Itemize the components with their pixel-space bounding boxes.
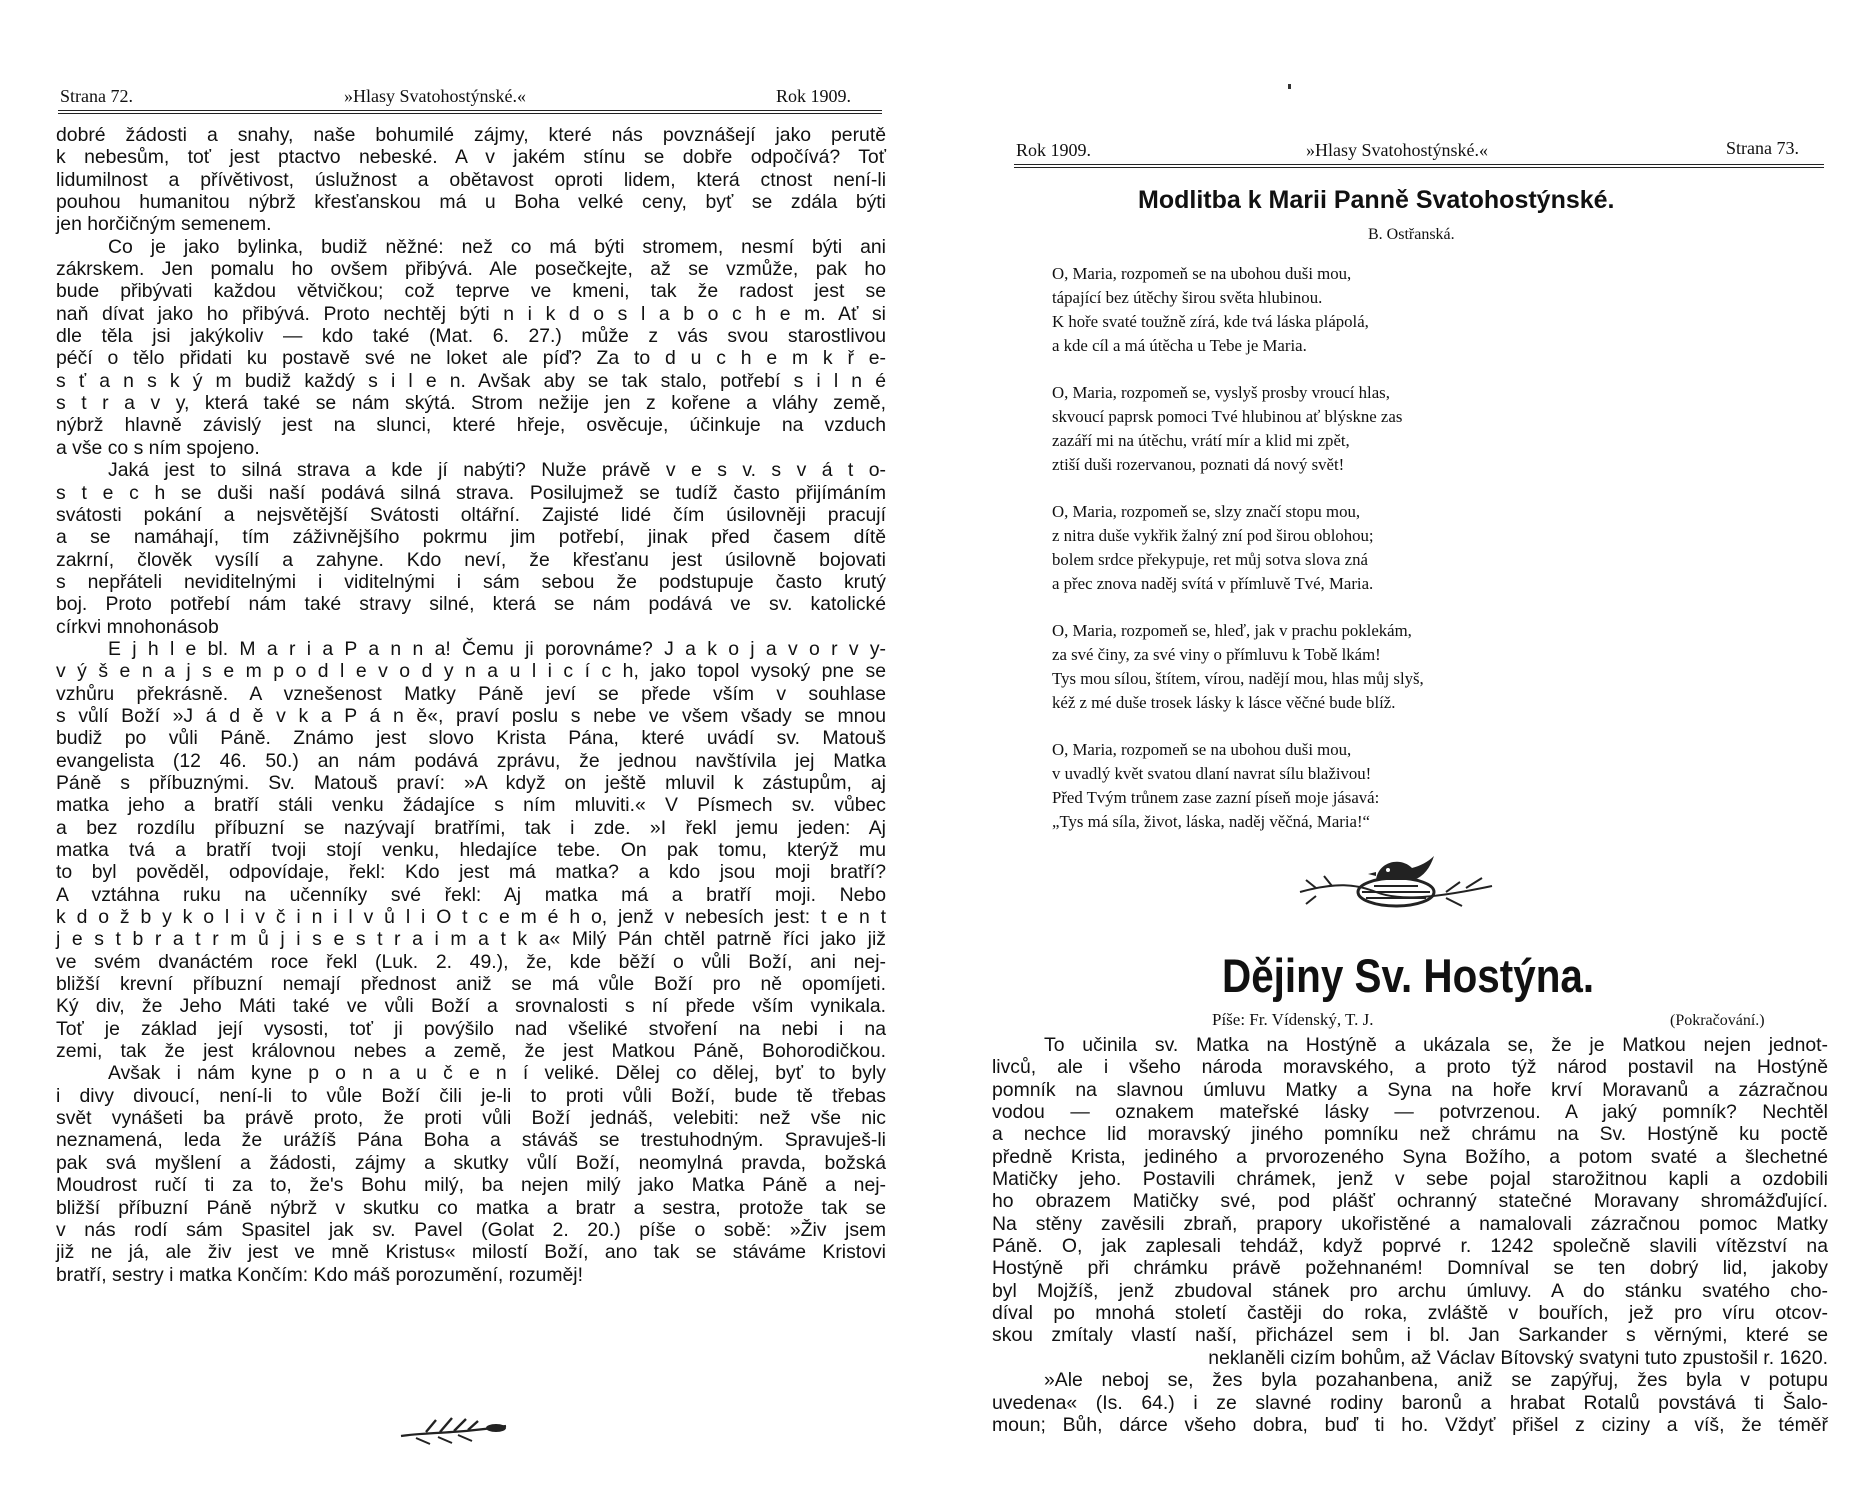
text-line: s t r a v y, která také se nám skýtá. Strom nežije jen z kořene a vláhy země, (56, 392, 886, 415)
text-line: Páně. O, jak zaplesali tehdáž, když poprvé r. 1242 společně slavili vítězství na (992, 1235, 1828, 1258)
text-line: evangelista (12 46. 50.) an nám podává zprávu, že jednou navštívila jej Matka (56, 749, 886, 772)
text-line: matka jeho a bratří stáli venku žádajíce s ním mluviti.« V Písmech sv. vůbec (56, 794, 886, 817)
right-page (928, 0, 1856, 1500)
text-line: Avšak i nám kyne p o n a u č e n í veliké. Dělej co dělej, byť to byly (108, 1062, 886, 1085)
poem-line: „Tys má síla, život, láska, naděj věčná, Maria!“ (1052, 812, 1371, 831)
poem-line: a přec znova naděj svítá v přímluvě Tvé, Maria. (1052, 574, 1374, 593)
poem-line: O, Maria, rozpomeň se, slzy značí stopu mou, (1052, 502, 1361, 521)
poem-stanza (1052, 262, 1369, 358)
text-line: a se namáhají, tím záživnějšího pokrmu jim potřebí, jinak před časem dítě (56, 526, 886, 549)
text-line: v nás rodí sám Spasitel jak sv. Pavel (Golat 2. 20.) píše o sobě: »Živ jsem (56, 1218, 886, 1241)
text-line: bratří, sestry i matka Končím: Kdo máš porozumění, rozuměj! (56, 1263, 583, 1286)
text-line: ho obrazem Matičky své, pod plášť ochranný statečné Moravany shromážďující. (992, 1190, 1828, 1213)
article-continuation (56, 124, 886, 1286)
text-line: Na stěny zavěsili zbraň, prapory ukořistěné a namalovali zázračnou pomoc Matky (992, 1212, 1828, 1235)
poem-stanza (1052, 619, 1424, 715)
text-line: naň dívat jako ho přibývá. Proto nechtěj býti n i k d o s l a b o c h e m. Ať si (56, 302, 886, 325)
text-line: k nebesům, toť jest ptactvo nebeské. A v jakém stínu se dobře odpočívá? Toť (56, 146, 886, 169)
text-line: církvi mnohonásob (56, 615, 219, 638)
poem-title: Modlitba k Marii Panně Svatohostýnské. (1138, 186, 1615, 214)
text-line: a vše co s ním spojeno. (56, 436, 260, 459)
poem-line: O, Maria, rozpomeň se na ubohou duši mou, (1052, 740, 1352, 759)
poem-author: B. Ostřanská. (1368, 226, 1455, 243)
page-number: Strana 73. (1726, 138, 1799, 158)
text-line: s ť a n s k ý m budiž každý s i l e n. Avšak aby se tak stalo, potřebí s i l n é (56, 369, 886, 392)
text-line: s vůlí Boží »J á d ě v k a P á n ě«, praví poslu s nebe ve všem všady se mnou (56, 704, 886, 727)
text-line: budiž po vůli Páně. Známo jest slovo Krista Pána, které uvádí sv. Matouš (56, 727, 886, 750)
poem-line: O, Maria, rozpomeň se na ubohou duši mou, (1052, 264, 1352, 283)
text-line: neznamená, leda že urážíš Pána Boha a stáváš se trestuhodným. Spravuješ-li (56, 1129, 886, 1152)
text-line: jen horčičným semenem. (56, 213, 272, 236)
text-line: zákrskem. Jen pomalu ho ovšem přibývá. Ale posečkejte, až se vzmůže, pak ho (56, 258, 886, 281)
poem-stanza (1052, 500, 1374, 596)
text-line: j e s t b r a t r m ů j i s e s t r a i m a t k a« Milý Pán chtěl patrně říci jako již (56, 928, 886, 951)
text-line: svátosti pokání a nejsvětější Svátosti oltářní. Zajisté lidé čím úsilovněji pracují (56, 503, 886, 526)
journal-title: »Hlasy Svatohostýnské.« (344, 86, 526, 106)
text-line: Co je jako bylinka, budiž něžné: než co má býti stromem, nesmí býti ani (108, 235, 886, 258)
article-title: Dějiny Sv. Hostýna. (1222, 949, 1595, 1002)
poem-line: ztiší duši rozervanou, poznati dá nový svět! (1052, 455, 1345, 474)
text-line: pouhou humanitou nýbrž křesťanskou má u Boha velké ceny, byť se zdála býti (56, 191, 886, 214)
text-line: neklaněli cizím bohům, až Václav Bítovský svatyni tuto zpustošil r. 1620. (1208, 1346, 1828, 1369)
text-line: díval po mnohá století častěji do roka, zvláště v bouřích, jež pro víru otcov- (992, 1302, 1828, 1325)
text-line: bližší příbuzní Páně nýbrž v skutku co matka a bratr a sestra, protože tak se (56, 1196, 886, 1219)
poem-line: Před Tvým trůnem zase zazní píseň moje jásavá: (1052, 788, 1380, 807)
text-line: nýbrž hlavně závislý jest na slunci, které hřeje, osvěcuje, účinkuje na vzduch (56, 414, 886, 437)
poem-line: a kde cíl a má útěcha u Tebe je Maria. (1052, 336, 1307, 355)
text-line: Toť je základ její vysosti, toť ji povýšilo nad všeliké stvoření na nebi i na (56, 1017, 886, 1040)
header-rule (58, 110, 882, 114)
poem-line: v uvadlý květ svatou dlaní navrat sílu blaživou! (1052, 764, 1372, 783)
text-line: uvedena« (Is. 64.) i ze slavné rodiny baronů a hrabat Rotalů povstává ti Šalo- (992, 1391, 1828, 1414)
text-line: s t e c h se duši naší podává silná strava. Posilujmež se tudíž často přijímáním (56, 481, 886, 504)
poem-line: kéž z mé duše trosek lásky k lásce věčné bude blíž. (1052, 693, 1396, 712)
poem-stanza (1052, 381, 1402, 477)
journal-title: »Hlasy Svatohostýnské.« (1306, 140, 1488, 160)
article-byline: Píše: Fr. Vídenský, T. J. (1212, 1010, 1374, 1029)
poem-line: z nitra duše vykřik žalný zní pod širou oblohou; (1052, 526, 1374, 545)
year: Rok 1909. (776, 86, 852, 106)
text-line: lidumilnost a přívětivost, úslužnost a obětavost oproti lidem, která ctnost není-li (56, 168, 886, 191)
text-line: k d o ž b y k o l i v č i n i l v ů l i O t c e m é h o, jenž v nebesích jest: t e n t (56, 906, 886, 929)
text-line: boj. Proto potřebí nám také stravy silné, která se nám podává ve sv. katolické (56, 593, 886, 616)
bird-on-nest-ornament (1296, 848, 1496, 914)
text-line: péčí o tělo přidati ku postavě své ne loket ale píď? Za to d u c h e m k ř e- (56, 347, 886, 370)
text-line: vodou — oznakem mateřské lásky — potvrzenou. A jaký pomník? Nechtěl (992, 1101, 1828, 1124)
poem-line: zazáří mi na útěchu, vrátí mír a klid mi zpět, (1052, 431, 1350, 450)
text-line: skou zmítaly vlastí naší, přicházel sem i bl. Jan Sarkander s věrnými, které se (992, 1324, 1828, 1347)
text-line: předně Krista, jediného a prvorozeného Syna Božího, a potom svaté a šlechetné (992, 1145, 1828, 1168)
text-line: »Ale neboj se, žes byla pozahanbena, aniž se zapýřuj, žes byla v potupu (1044, 1369, 1828, 1392)
text-line: pak svá myšlení a žádosti, zájmy a skutky vůlí Boží, neomylná pravda, božská (56, 1151, 886, 1174)
poem-line: tápající bez útěchy širou světa hlubinou. (1052, 288, 1323, 307)
text-line: s nepřáteli neviditelnými i viditelnými i sám sebou že podstupuje často krutý (56, 570, 886, 593)
text-line: Jaká jest to silná strava a kde jí nabýti? Nuže právě v e s v. s v á t o- (108, 459, 886, 482)
text-line: ve svém dvanáctém roce řekl (Luk. 2. 49.), že, kde běží o vůli Boží, ani nej- (56, 950, 886, 973)
poem-line: bolem srdce překypuje, ret můj sotva slova zná (1052, 550, 1368, 569)
text-line: livců, ale i všeho národa moravského, a proto týž národ postavil na Hostýně (992, 1056, 1828, 1079)
text-line: již ne já, ale živ jest ve mně Kristus« milostí Boží, ano tak se stáváme Kristovi (56, 1241, 886, 1264)
text-line: bližší krevní příbuzní nemají přednost aniž se má vůle Boží pro ně opomíjeti. (56, 973, 886, 996)
header-rule (1014, 164, 1824, 168)
poem-line: za své činy, za své viny o přímluvu k Tobě lkám! (1052, 645, 1381, 664)
text-line: pomník na slavnou úmluvu Matky a Syna na hoře krví Moravanů a zázračnou (992, 1078, 1828, 1101)
text-line: zakrní, člověk vysílí a zahyne. Kdo neví, že křesťanu jest úsilovně bojovati (56, 548, 886, 571)
text-line: Moudrost ručí ti za to, že's Bohu milý, ba nejen milý jako Matka Páně a nej- (56, 1174, 886, 1197)
text-line: vzhůru překrásně. A vznešenost Matky Páně jeví se přede vším v souhlase (56, 682, 886, 705)
text-line: A vztáhna ruku na učenníky své řekl: Aj matka má a bratří moji. Nebo (56, 883, 886, 906)
right-page-header (928, 0, 1856, 160)
continued-note: (Pokračování.) (1670, 1012, 1765, 1029)
text-line: dobré žádosti a snahy, naše bohumilé zájmy, které nás povznášejí jako perutě (56, 124, 886, 146)
text-line: dle těla jsi jakýkoliv — kdo také (Mat. 6. 27.) může z vás svou starostlivou (56, 325, 886, 348)
text-line: E j h l e bl. M a r i a P a n n a! Čemu ji porovnáme? J a k o j a v o r v y- (108, 637, 886, 660)
text-line: to byl pověděl, odpovídaje, řekl: Kdo jest má matka? a kdo jsou moji bratří? (56, 861, 886, 884)
text-line: bude přibývati každou větvičkou; což teprve ve kmeni, tak že radost jest se (56, 280, 886, 303)
text-line: matka tvá a bratří tvoji stojí venku, hledajíce tebe. On pak tomu, kterýž mu (56, 839, 886, 861)
text-line: i divy divoucí, není-li to vůle Boží čili je-li to proti vůli Boží, bude tě třebas (56, 1084, 886, 1107)
text-line: To učinila sv. Matka na Hostýně a ukázala se, že je Matkou nejen jednot- (1044, 1034, 1828, 1056)
left-page (0, 0, 920, 1500)
left-page-header (0, 0, 920, 120)
article-body (992, 1034, 1828, 1436)
wheat-sprig-ornament (396, 1412, 516, 1448)
text-line: Ký div, že Jeho Máti také ve vůli Boží a srovnalosti s ní přede vším vynikala. (56, 995, 886, 1018)
text-line: Páně s příbuznými. Sv. Matouš praví: »A když on ještě mluvil k zástupům, aj (56, 771, 886, 794)
text-line: zemi, tak že jest královnou nebes a země, že jest Matkou Páně, Bohorodičkou. (56, 1040, 886, 1063)
poem-line: skvoucí paprsk pomoci Tvé hlubinou ať blýskne zas (1052, 407, 1403, 426)
text-line: a nechce lid moravský jiného pomníku než chrámu na Sv. Hostýně ku poctě (992, 1123, 1828, 1146)
page-number: Strana 72. (60, 86, 133, 106)
year: Rok 1909. (1016, 140, 1092, 160)
poem-line: O, Maria, rozpomeň se, hleď, jak v prachu poklekám, (1052, 621, 1412, 640)
text-line: moun; Bůh, dárce všeho dobra, buď ti ho. Vždyť přišel z ciziny a víš, že téměř (992, 1413, 1828, 1436)
text-line: Hostýně při chrámku právě požehnaném! Domníval se ten dobrý lid, jakoby (992, 1257, 1828, 1280)
poem-stanza (1052, 738, 1379, 834)
text-line: a bez rozdílu příbuzní se nazývají bratřími, tak i zde. »I řekl jemu jeden: Aj (56, 816, 886, 839)
poem-line: Tys mou sílou, štítem, vírou, nadějí mou, hlas můj slyš, (1052, 669, 1424, 688)
poem-line: O, Maria, rozpomeň se, vyslyš prosby vroucí hlas, (1052, 383, 1390, 402)
text-line: Matičky jeho. Postavili chrámek, jenž v sebe pojal starožitnou kapli a ozdobili (992, 1168, 1828, 1191)
text-line: byl Mojžíš, jenž zbudoval stánek pro archu úmluvy. A do stánku svatého cho- (992, 1279, 1828, 1302)
text-line: svět vynášeti ba právě proto, že proti vůli Boží jednáš, velebiti: než vše nic (56, 1107, 886, 1130)
text-line: v ý š e n a j s e m p o d l e v o d y n a u l i c í c h, jako topol vysoký pne se (56, 660, 886, 683)
poem-line: K hoře svaté toužně zírá, kde tvá láska plápolá, (1052, 312, 1369, 331)
